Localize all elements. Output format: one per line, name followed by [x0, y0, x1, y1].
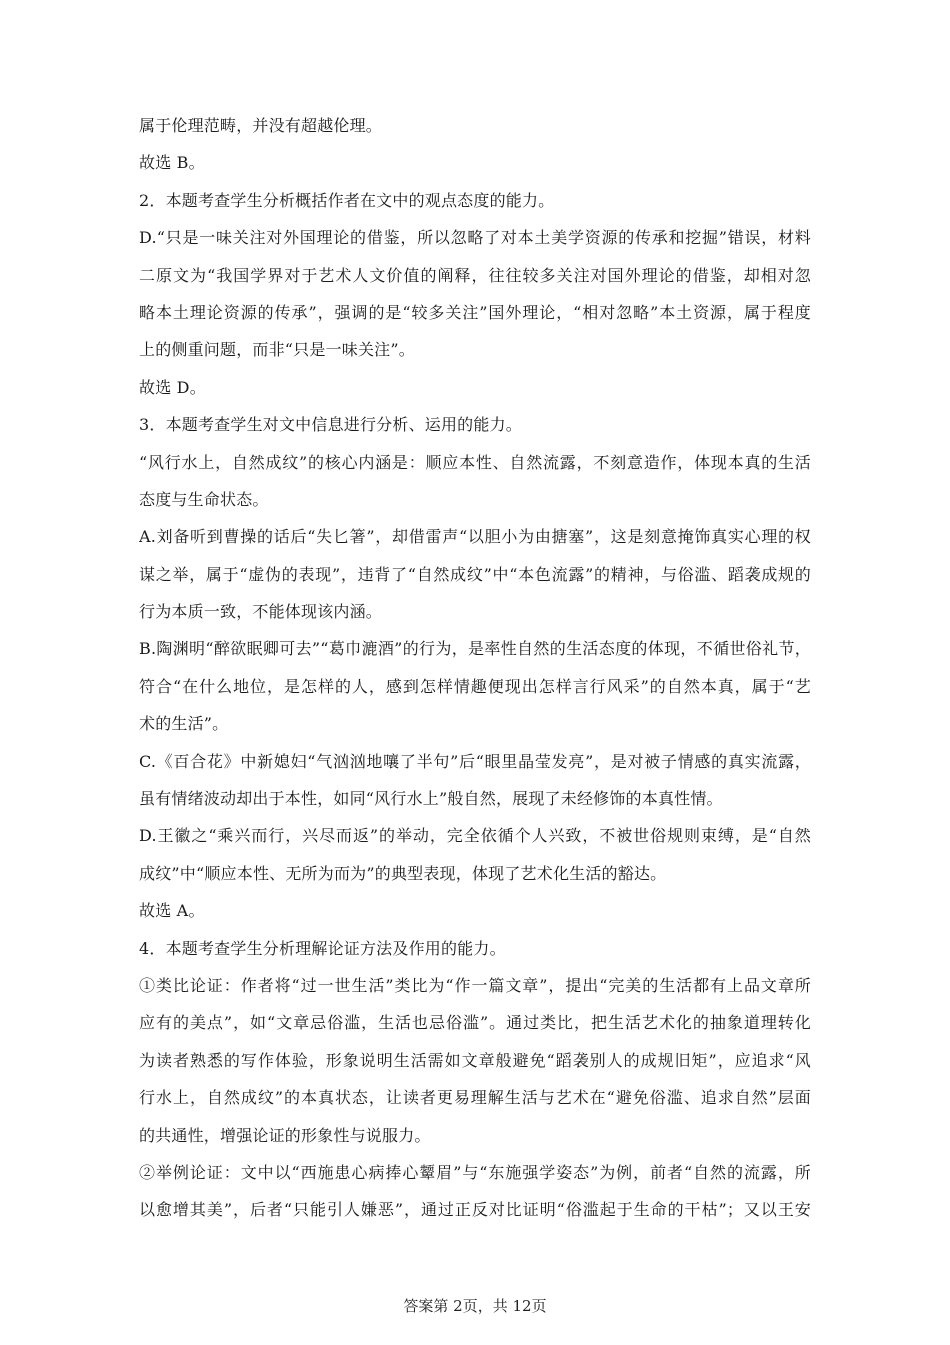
text-line: 术的生活”。 [139, 714, 229, 734]
text-line: “风行水上，自然成纹”的核心内涵是：顺应本性、自然流露，不刻意造作，体现本真的生活 [139, 452, 811, 472]
text-line: 成纹”中“顺应本性、无所为而为”的典型表现，体现了艺术化生活的豁达。 [139, 863, 667, 883]
text-line: 应有的美点”，如“文章忌俗滥，生活也忌俗滥”。通过类比，把生活艺术化的抽象道理转化 [139, 1013, 811, 1033]
text-line: ①类比论证：作者将“过一世生活”类比为“作一篇文章”，提出“完美的生活都有上品文章所 [139, 975, 811, 995]
text-line: 虽有情绪波动却出于本性，如同“风行水上”般自然，展现了未经修饰的本真性情。 [139, 789, 723, 809]
text-line: 故选 A。 [139, 901, 205, 921]
text-line: 行为本质一致，不能体现该内涵。 [139, 602, 383, 622]
text-line: 谋之举，属于“虚伪的表现”，违背了“自然成纹”中“本色流露”的精神，与俗滥、蹈袭成规的 [139, 564, 811, 584]
text-line: 行水上，自然成纹”的本真状态，让读者更易理解生活与艺术在“避免俗滥、追求自然”层面 [139, 1088, 811, 1108]
page-footer: 答案第 2页，共 12页 [403, 1297, 547, 1315]
text-line: 的共通性，增强论证的形象性与说服力。 [139, 1125, 431, 1145]
text-line: 3．本题考查学生对文中信息进行分析、运用的能力。 [139, 415, 522, 435]
text-line: 上的侧重问题，而非“只是一味关注”。 [139, 340, 415, 360]
text-line: 略本土理论资源的传承”，强调的是“较多关注”国外理论，“相对忽略”本土资源，属于程度 [139, 302, 811, 322]
text-line: B.陶渊明“醉欲眠卿可去”“葛巾漉酒”的行为，是率性自然的生活态度的体现，不循世俗礼节， [139, 639, 811, 659]
text-line: ②举例论证：文中以“西施患心病捧心颦眉”与“东施强学姿态”为例，前者“自然的流露，所 [139, 1162, 811, 1182]
text-line: 属于伦理范畴，并没有超越伦理。 [139, 116, 383, 135]
text-line: 为读者熟悉的写作体验，形象说明生活需如文章般避免“蹈袭别人的成规旧矩”，应追求“风 [139, 1050, 811, 1070]
text-line: C.《百合花》中新媳妇“气汹汹地嚷了半句”后“眼里晶莹发亮”，是对被子情感的真实流露， [139, 751, 811, 771]
text-line: 态度与生命状态。 [139, 489, 269, 509]
text-line: A.刘备听到曹操的话后“失匕箸”，却借雷声“以胆小为由搪塞”，这是刻意掩饰真实心理的权 [139, 527, 811, 547]
text-line: D.王徽之“乘兴而行，兴尽而返”的举动，完全依循个人兴致，不被世俗规则束缚，是“自然 [139, 826, 811, 846]
text-line: 故选 B。 [139, 153, 205, 173]
text-line: 二原文为“我国学界对于艺术人文价值的阐释，往往较多关注对国外理论的借鉴，却相对忽 [139, 265, 811, 285]
text-line: 故选 D。 [139, 377, 206, 397]
text-line: 2．本题考查学生分析概括作者在文中的观点态度的能力。 [139, 190, 555, 210]
text-line: D.“只是一味关注对外国理论的借鉴，所以忽略了对本土美学资源的传承和挖掘”错误，材料 [139, 228, 811, 248]
document-body [139, 107, 811, 1229]
text-line: 以愈增其美”，后者“只能引人嫌恶”，通过正反对比证明“俗滥起于生命的干枯”；又以王安 [139, 1200, 811, 1220]
text-line: 符合“在什么地位，是怎样的人，感到怎样情趣便现出怎样言行风采”的自然本真，属于“艺 [139, 676, 811, 696]
text-line: 4．本题考查学生分析理解论证方法及作用的能力。 [139, 938, 506, 958]
